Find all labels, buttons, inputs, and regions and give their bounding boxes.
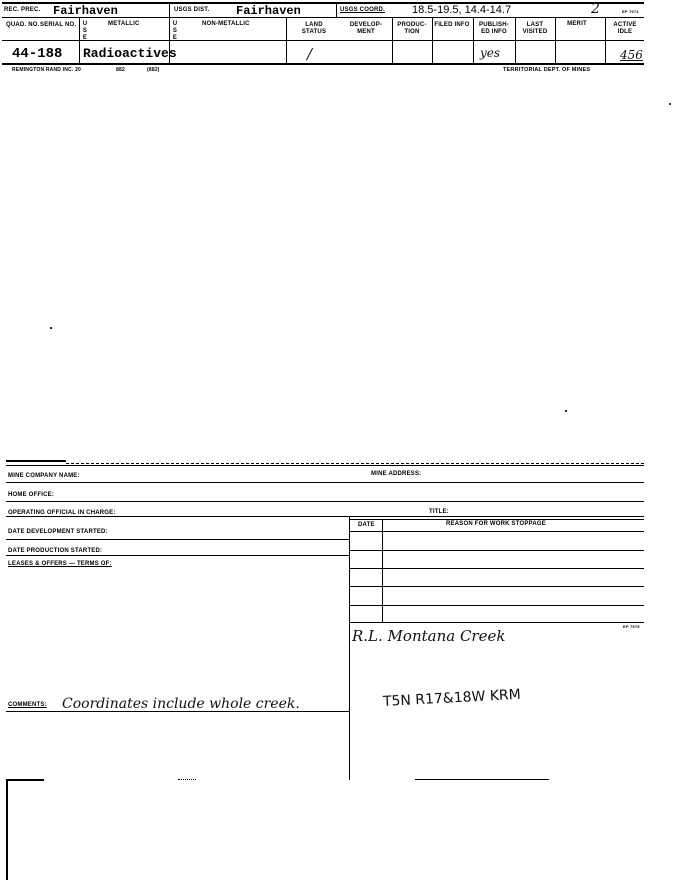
rec-prec-value: Fairhaven — [53, 4, 118, 18]
record-quad-serial: 44-188 — [12, 46, 63, 62]
bottom-rule — [415, 779, 549, 780]
usgs-dist-label: USGS DIST. — [174, 7, 210, 13]
col-production: PRODUC- TION — [397, 22, 427, 35]
col-metallic: METALLIC — [108, 21, 140, 27]
record-active-idle: 456 — [620, 48, 643, 62]
bottom-dots — [178, 779, 196, 780]
speck — [50, 327, 52, 329]
date-development-label: DATE DEVELOPMENT STARTED: — [8, 529, 108, 535]
col-merit: MERIT — [567, 21, 587, 27]
record-bottom-border — [2, 63, 644, 65]
col-published-info: PUBLISH- ED INFO — [479, 22, 509, 35]
col-filed-info: FILED INFO — [434, 22, 470, 28]
col-use-1: U S E — [82, 21, 88, 41]
table-col-divider — [382, 519, 383, 623]
col-last-visited: LAST VISITED — [522, 22, 548, 35]
table-row-line — [350, 605, 644, 606]
department-label: TERRITORIAL DEPT. OF MINES — [503, 67, 591, 73]
leases-label: LEASES & OFFERS — TERMS OF: — [8, 561, 112, 567]
record-metallic: Radioactives — [83, 46, 177, 61]
reason-header: REASON FOR WORK STOPPAGE — [446, 521, 546, 527]
printer-credit: REMINGTON RAND INC. 20 — [12, 67, 82, 73]
col-active-idle: ACTIVE IDLE — [613, 22, 637, 35]
header-sep-2 — [336, 2, 337, 17]
rule — [6, 539, 350, 540]
col-land-status: LAND STATUS — [301, 22, 327, 35]
comments-text: Coordinates include whole creek. — [62, 696, 300, 712]
date-production-label: DATE PRODUCTION STARTED: — [8, 548, 103, 554]
table-row-line — [350, 622, 644, 623]
printer-code-1: 882 — [116, 67, 125, 73]
table-row-line — [350, 531, 644, 532]
form-code-2: EP 7575 — [623, 624, 640, 629]
notes-line-1: R.L. Montana Creek — [352, 627, 506, 645]
lower-edge-dashed — [66, 463, 644, 464]
comments-label: COMMENTS: — [8, 702, 47, 708]
usgs-dist-value: Fairhaven — [236, 4, 301, 18]
col-use-2: U S E — [172, 21, 178, 41]
col-non-metallic: NON-METALLIC — [202, 21, 250, 27]
table-row-line — [350, 568, 644, 569]
rec-prec-label: REC. PREC. — [4, 7, 41, 13]
col-development: DEVELOP- MENT — [349, 22, 383, 35]
speck — [565, 410, 567, 412]
merit-mark: 2 — [591, 1, 600, 17]
col-sep-9 — [605, 17, 606, 63]
header-sep-1 — [169, 2, 170, 17]
col-sep-1 — [79, 17, 80, 63]
date-header: DATE — [358, 522, 375, 528]
rule — [6, 482, 644, 483]
rule — [6, 711, 350, 712]
col-sep-7 — [515, 17, 516, 63]
usgs-coord-value: 18.5-19.5, 14.4-14.7 — [412, 4, 512, 16]
left-edge — [6, 779, 8, 880]
bottom-edge — [6, 779, 44, 781]
title-label: TITLE: — [429, 509, 449, 515]
speck — [669, 103, 671, 105]
mine-company-name-label: MINE COMPANY NAME: — [8, 473, 80, 479]
col-sep-4 — [392, 17, 393, 63]
col-sep-5 — [432, 17, 433, 63]
rule — [350, 519, 644, 520]
lower-edge — [6, 460, 66, 462]
col-sep-3 — [286, 17, 287, 63]
col-quad-no: QUAD. NO. — [6, 22, 40, 28]
record-published-info: yes — [480, 46, 501, 60]
operating-official-label: OPERATING OFFICIAL IN CHARGE: — [8, 510, 116, 516]
rule — [6, 501, 644, 502]
record-land-status: / — [307, 45, 313, 63]
mine-address-label: MINE ADDRESS: — [371, 471, 422, 477]
lower-edge-inner — [6, 465, 644, 466]
col-sep-8 — [555, 17, 556, 63]
rule — [6, 555, 350, 556]
table-row-line — [350, 586, 644, 587]
home-office-label: HOME OFFICE: — [8, 492, 55, 498]
col-serial-no: SERIAL NO. — [40, 22, 77, 28]
rule — [6, 516, 644, 517]
printer-code-2: (882) — [147, 67, 160, 73]
columns-divider — [2, 40, 644, 41]
table-row-line — [350, 550, 644, 551]
form-code: EP 7574 — [622, 9, 639, 14]
notes-line-2: T5N R17&18W KRM — [382, 686, 522, 710]
col-sep-6 — [473, 17, 474, 63]
usgs-coord-label: USGS COORD. — [340, 7, 385, 13]
